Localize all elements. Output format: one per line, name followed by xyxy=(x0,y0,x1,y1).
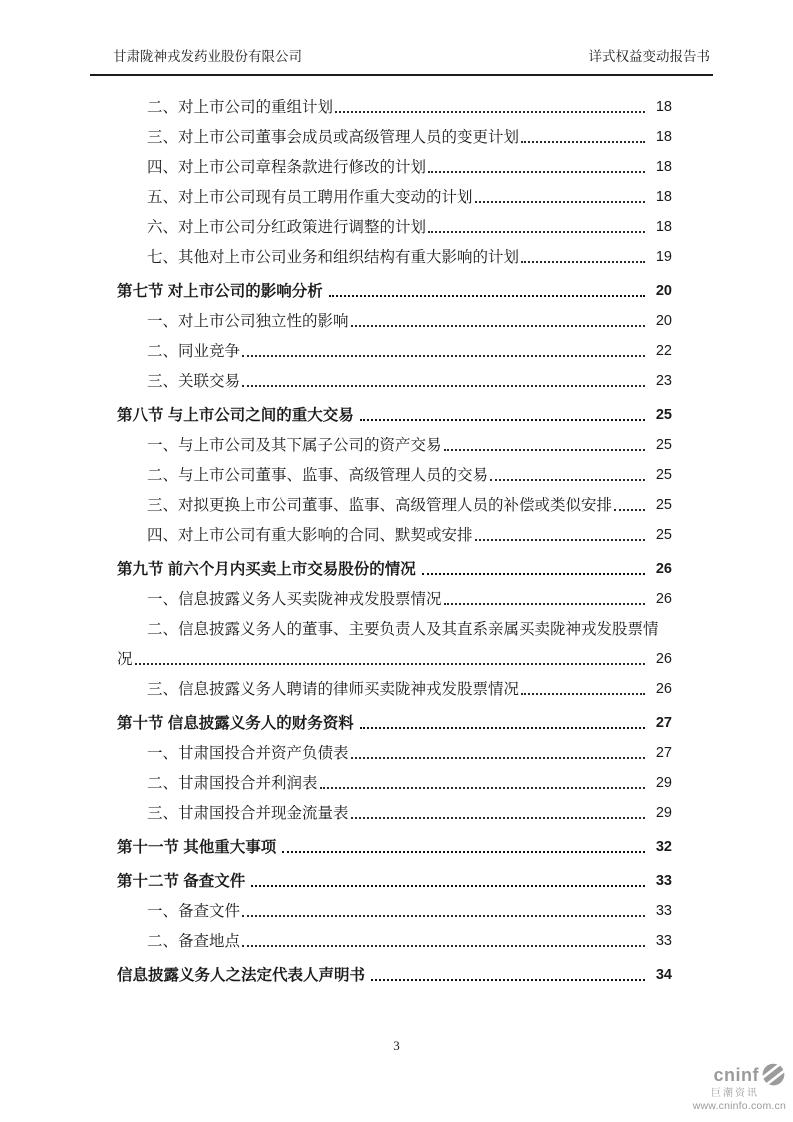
toc-entry[interactable] xyxy=(117,960,672,990)
toc-entry-text: 二、甘肃国投合并利润表 xyxy=(147,775,318,792)
toc-leader-dots xyxy=(282,851,645,853)
toc-entry-text: 四、对上市公司章程条款进行修改的计划 xyxy=(147,159,427,176)
toc-entry[interactable] xyxy=(117,366,672,396)
toc-entry[interactable] xyxy=(117,554,672,584)
toc-entry-page: 18 xyxy=(655,189,672,205)
toc-leader-dots xyxy=(428,171,645,173)
toc-entry-text: 第八节 与上市公司之间的重大交易 xyxy=(117,407,354,424)
cninfo-logo-url: www.cninfo.com.cn xyxy=(692,1100,786,1112)
header-divider xyxy=(90,74,713,76)
toc-entry-text: 一、与上市公司及其下属子公司的资产交易 xyxy=(147,437,442,454)
toc-entry-page: 18 xyxy=(655,129,672,145)
toc-entry[interactable] xyxy=(117,490,672,520)
page-number: 3 xyxy=(393,1038,400,1053)
toc-entry-page: 22 xyxy=(655,343,672,359)
cninfo-logo-name: cninf xyxy=(713,1064,759,1085)
toc-leader-dots xyxy=(521,693,645,695)
toc-entry-text: 信息披露义务人之法定代表人声明书 xyxy=(117,967,366,984)
toc-entry-page: 26 xyxy=(655,681,672,697)
toc-entry-page: 33 xyxy=(655,873,672,889)
toc-entry[interactable] xyxy=(117,738,672,768)
toc-entry-page: 20 xyxy=(655,313,672,329)
toc-entry[interactable] xyxy=(117,644,672,674)
toc-entry-text: 第七节 对上市公司的影响分析 xyxy=(117,283,323,300)
cninfo-logo-subtitle: 巨潮资讯 xyxy=(711,1088,759,1099)
toc-leader-dots xyxy=(351,325,645,327)
toc-entry-text: 七、其他对上市公司业务和组织结构有重大影响的计划 xyxy=(147,249,520,266)
toc-entry[interactable] xyxy=(117,242,672,272)
toc-entry-page: 25 xyxy=(655,407,672,423)
toc-entry-text: 一、对上市公司独立性的影响 xyxy=(147,313,349,330)
toc-entry-page: 18 xyxy=(655,159,672,175)
toc-entry-page: 23 xyxy=(655,373,672,389)
toc-entry[interactable] xyxy=(117,896,672,926)
toc-leader-dots xyxy=(335,111,645,113)
toc-leader-dots xyxy=(351,817,645,819)
toc-entry-text: 三、甘肃国投合并现金流量表 xyxy=(147,805,349,822)
toc-leader-dots xyxy=(135,663,645,665)
toc-leader-dots xyxy=(444,603,645,605)
toc-entry-text: 一、备查文件 xyxy=(147,903,241,920)
toc-entry-text: 三、对上市公司董事会成员或高级管理人员的变更计划 xyxy=(147,129,520,146)
toc-entry-page: 25 xyxy=(655,437,672,453)
toc-leader-dots xyxy=(521,141,645,143)
toc-entry[interactable] xyxy=(117,768,672,798)
toc-entry-page: 33 xyxy=(655,933,672,949)
toc-entry-text: 三、对拟更换上市公司董事、监事、高级管理人员的补偿或类似安排 xyxy=(147,497,613,514)
toc-entry-page: 29 xyxy=(655,805,672,821)
toc-entry[interactable] xyxy=(117,182,672,212)
toc-leader-dots xyxy=(242,915,645,917)
toc-entry[interactable] xyxy=(117,152,672,182)
toc-entry-page: 29 xyxy=(655,775,672,791)
cninfo-swoosh-icon xyxy=(761,1062,786,1087)
cninfo-logo-top xyxy=(676,1062,786,1087)
toc-entry[interactable] xyxy=(117,798,672,828)
toc-entry-page: 20 xyxy=(655,283,672,299)
toc-entry-text: 第十一节 其他重大事项 xyxy=(117,839,277,856)
toc-entry-text: 三、信息披露义务人聘请的律师买卖陇神戎发股票情况 xyxy=(147,681,520,698)
toc-entry[interactable] xyxy=(117,708,672,738)
toc-leader-dots xyxy=(428,231,645,233)
toc-leader-dots xyxy=(242,355,645,357)
toc-entry-page: 34 xyxy=(655,967,672,983)
toc-entry-text: 三、关联交易 xyxy=(147,373,241,390)
toc-entry-text: 况 xyxy=(117,651,133,668)
toc-entry-text: 五、对上市公司现有员工聘用作重大变动的计划 xyxy=(147,189,473,206)
toc-entry[interactable] xyxy=(117,674,672,704)
toc-entry-text: 一、甘肃国投合并资产负债表 xyxy=(147,745,349,762)
toc-entry[interactable] xyxy=(117,866,672,896)
header-report-title: 详式权益变动报告书 xyxy=(588,49,710,64)
toc-leader-dots xyxy=(360,727,645,729)
toc-entry[interactable] xyxy=(117,584,672,614)
cninfo-logo xyxy=(676,1062,786,1112)
toc-entry[interactable] xyxy=(117,400,672,430)
toc-leader-dots xyxy=(360,419,645,421)
toc-entry-page: 26 xyxy=(655,651,672,667)
toc-entry[interactable] xyxy=(117,430,672,460)
toc-leader-dots xyxy=(251,885,645,887)
toc-entry-page: 32 xyxy=(655,839,672,855)
toc-entry[interactable] xyxy=(117,212,672,242)
toc-entry-page: 26 xyxy=(655,561,672,577)
toc-leader-dots xyxy=(242,945,645,947)
toc-entry-text: 二、同业竞争 xyxy=(147,343,241,360)
toc-entry-text: 一、信息披露义务人买卖陇神戎发股票情况 xyxy=(147,591,442,608)
toc-entry[interactable] xyxy=(117,306,672,336)
toc-entry-text: 第九节 前六个月内买卖上市交易股份的情况 xyxy=(117,561,416,578)
toc-entry-text: 二、备查地点 xyxy=(147,933,241,950)
toc-entry[interactable] xyxy=(117,460,672,490)
toc-entry[interactable] xyxy=(117,832,672,862)
toc-leader-dots xyxy=(490,479,645,481)
toc-entry[interactable] xyxy=(117,336,672,366)
toc-leader-dots xyxy=(521,261,645,263)
toc-leader-dots xyxy=(614,509,645,511)
page-header xyxy=(113,48,710,66)
toc-entry-page: 19 xyxy=(655,249,672,265)
toc-entry-text: 六、对上市公司分红政策进行调整的计划 xyxy=(147,219,427,236)
toc-leader-dots xyxy=(351,757,645,759)
toc-entry-page: 25 xyxy=(655,497,672,513)
table-of-contents xyxy=(117,92,672,990)
toc-leader-dots xyxy=(242,385,645,387)
toc-entry-page: 27 xyxy=(655,715,672,731)
toc-entry-page: 18 xyxy=(655,219,672,235)
toc-entry[interactable] xyxy=(117,520,672,550)
toc-entry-page: 25 xyxy=(655,467,672,483)
toc-leader-dots xyxy=(475,539,645,541)
header-company-name: 甘肃陇神戎发药业股份有限公司 xyxy=(113,49,302,64)
toc-entry-text: 第十二节 备查文件 xyxy=(117,873,246,890)
toc-entry-page: 18 xyxy=(655,99,672,115)
toc-entry-text: 二、与上市公司董事、监事、高级管理人员的交易 xyxy=(147,467,489,484)
toc-entry-text: 二、信息披露义务人的董事、主要负责人及其直系亲属买卖陇神戎发股票情 xyxy=(147,621,659,638)
toc-leader-dots xyxy=(371,979,645,981)
toc-entry[interactable] xyxy=(117,122,672,152)
toc-entry-page: 25 xyxy=(655,527,672,543)
toc-leader-dots xyxy=(422,573,645,575)
toc-entry[interactable] xyxy=(117,926,672,956)
toc-leader-dots xyxy=(320,787,645,789)
toc-entry-page: 27 xyxy=(655,745,672,761)
toc-entry-text: 二、对上市公司的重组计划 xyxy=(147,99,334,116)
toc-leader-dots xyxy=(444,449,645,451)
toc-entry-page: 33 xyxy=(655,903,672,919)
toc-leader-dots xyxy=(329,295,645,297)
toc-entry-page: 26 xyxy=(655,591,672,607)
toc-entry[interactable] xyxy=(117,92,672,122)
toc-entry-text: 第十节 信息披露义务人的财务资料 xyxy=(117,715,354,732)
toc-entry-text: 四、对上市公司有重大影响的合同、默契或安排 xyxy=(147,527,473,544)
toc-entry[interactable] xyxy=(117,614,672,644)
toc-leader-dots xyxy=(475,201,645,203)
toc-entry[interactable] xyxy=(117,276,672,306)
